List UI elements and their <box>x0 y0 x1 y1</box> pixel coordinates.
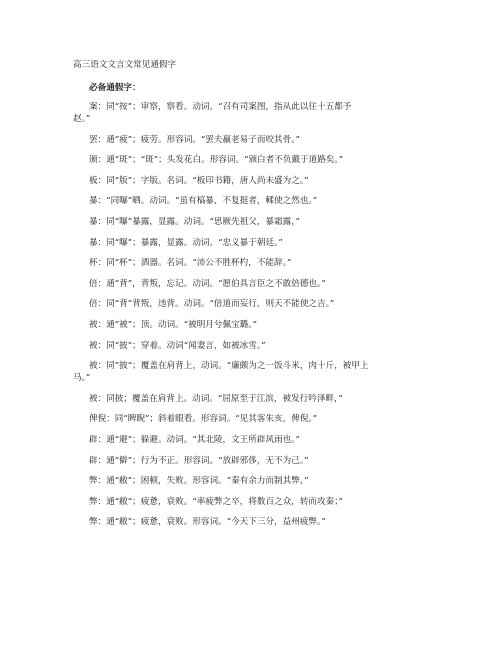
list-item <box>89 257 291 269</box>
list-item <box>89 134 300 146</box>
entry-text: 被：通“被”；顶。动词。“被明月兮佩宝璐。” <box>89 320 257 330</box>
entry-text: 倍：通“背”，背叛，忘记。动词。“愿伯具言臣之不敢倍德也。” <box>89 278 326 289</box>
list-item <box>89 278 326 290</box>
list-item <box>89 475 309 487</box>
entry-text: 弊：通“敝”；疲惫，衰败。形容词。“今天下三分，益州疲弊。” <box>89 517 326 528</box>
entry-text: 弊：通“敝”；疲惫，衰败。“率疲弊之卒，将数百之众，转而攻秦；” <box>89 496 343 507</box>
list-item <box>89 413 317 425</box>
entry-text: 颁：通“斑”；“斑”；头发花白。形容词。“颁白者不负戴于道路矣。” <box>89 155 344 166</box>
section-heading: 必备通假字： <box>89 83 141 93</box>
entry-text: 暴：“同曝”晒。动词。“虽有槁暴，不复挺者，輮使之然也。” <box>89 196 318 207</box>
entry-text: 暴：同“曝”；暴露，显露。动词。“忠义暴于朝廷。” <box>89 237 283 248</box>
list-item <box>73 101 352 125</box>
entry-text: 杯：同“杯”；酒器。名词。“沛公不胜杯杓，不能辞。” <box>89 258 292 269</box>
list-item <box>89 434 300 446</box>
list-item <box>89 455 309 467</box>
list-item <box>89 216 300 228</box>
entry-text: 板：同“版”；字版。名词。“板印书籍，唐人尚未盛为之。” <box>89 175 309 186</box>
entry-text: 倍：同“背”背叛，违背。动词。“倍道而妄行，则天不能使之吉。” <box>89 299 335 310</box>
entry-text: 暴：同“曝”暴露，显露。动词。“思厥先祖父，暴霜露，” <box>89 217 300 227</box>
list-item <box>89 175 309 187</box>
entry-text: 被：同披；覆盖在肩背上。动词。“屈原至于江滨，被发行吟泽畔，” <box>89 393 343 404</box>
list-item <box>89 340 266 352</box>
entry-text: 辟：通“避”；躲避。动词。“其北陵，文王所辟风雨也。” <box>89 435 300 445</box>
entry-text: 辟：通“僻”；行为不正。形容词。“放辟邪侈，无不为己。” <box>89 455 309 466</box>
entry-text-continuation: 赵。” <box>73 114 91 124</box>
list-item <box>89 237 283 249</box>
entry-text: 被：同“披”；覆盖在肩背上，动词。“廉颇为之一饭斗米，肉十斤，被甲上 <box>89 361 369 372</box>
list-item <box>89 319 257 331</box>
list-item <box>73 360 369 384</box>
list-item <box>89 154 343 166</box>
list-item <box>89 496 343 508</box>
document-title: 高三语文文言文常见通假字 <box>73 60 177 70</box>
list-item <box>89 298 334 310</box>
entry-text: 罢：通“疲”；疲劳。形容词。“罢夫羸老易子而咬其骨。” <box>89 134 300 145</box>
entry-text-continuation: 马。” <box>73 373 91 384</box>
entry-text: 俾倪：同“睥睨”；斜着眼看。形容词。“见其客朱亥，俾倪。” <box>89 414 318 425</box>
list-item <box>89 195 317 207</box>
list-item <box>89 516 326 528</box>
entry-text: 案：同“按”；审察，察看。动词。“召有司案图，指从此以往十五都予 <box>89 102 352 112</box>
list-item <box>89 393 343 405</box>
entry-text: 弊：通“敝”；困顿，失败。形容词。“秦有余力而制其弊，” <box>89 476 309 487</box>
entry-text: 被：同“披”；穿着。动词“闻妻言，如被冰雪。” <box>89 340 266 351</box>
